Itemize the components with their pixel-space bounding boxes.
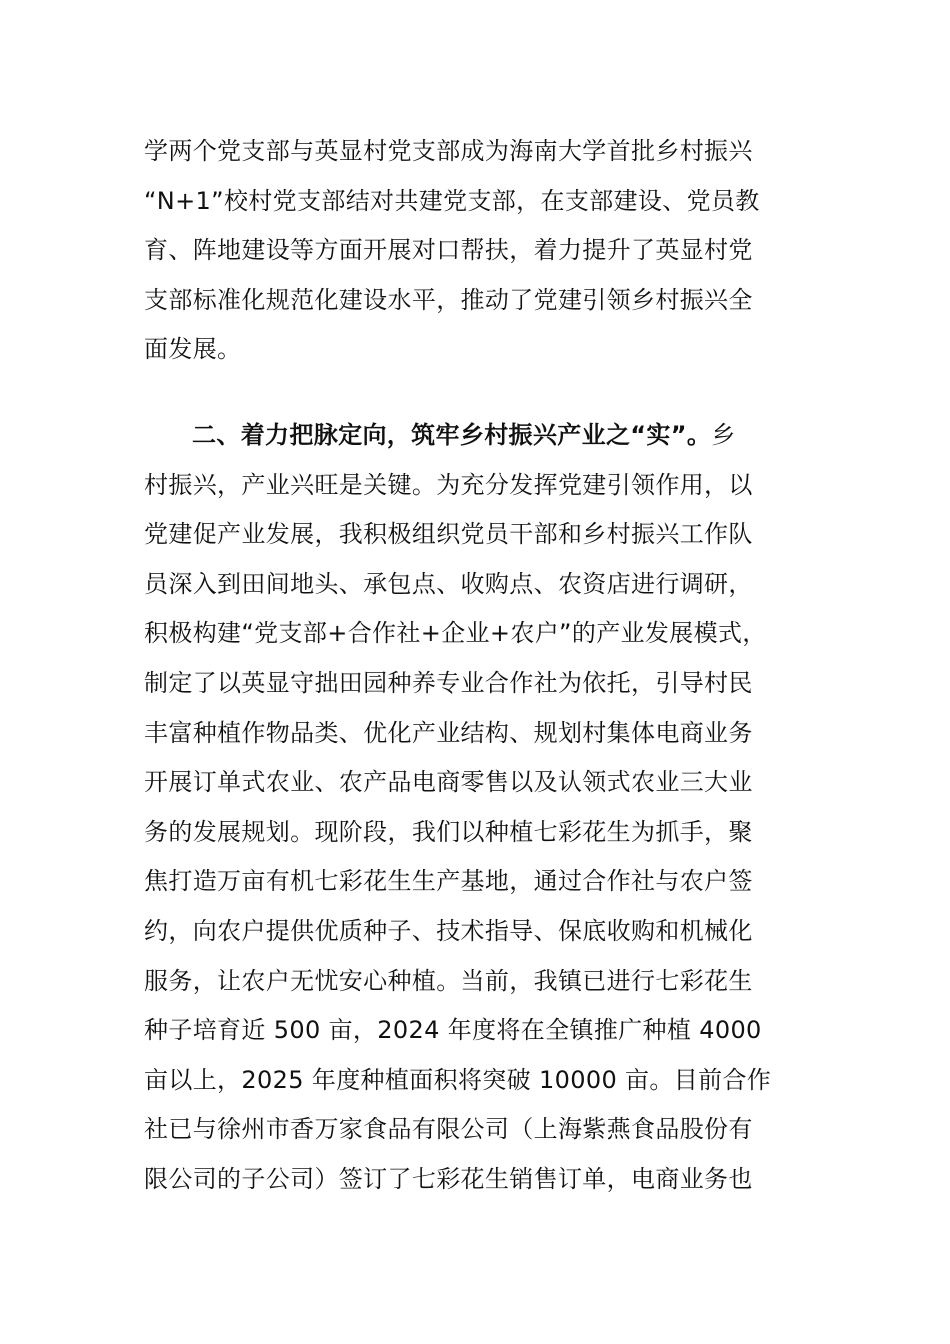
paragraph-line: 学两个党支部与英显村党支部成为海南大学首批乡村振兴 — [144, 137, 753, 165]
paragraph-line: 焦打造万亩有机七彩花生生产基地，通过合作社与农户签 — [144, 867, 753, 896]
paragraph-line: 员深入到田间地头、承包点、收购点、农资店进行调研， — [144, 569, 753, 598]
paragraph-line: 丰富种植作物品类、优化产业结构、规划村集体电商业务 — [144, 718, 753, 747]
section-heading-line — [144, 411, 844, 461]
paragraph-line: 支部标准化规范化建设水平，推动了党建引领乡村振兴全 — [144, 285, 753, 314]
paragraph-line: 限公司的子公司）签订了七彩花生销售订单，电商业务也 — [144, 1164, 753, 1193]
heading-line-rest: 乡 — [711, 421, 736, 449]
paragraph-line: 党建促产业发展，我积极组织党员干部和乡村振兴工作队 — [144, 520, 753, 549]
paragraph-line: 制定了以英显守拙田园种养专业合作社为依托，引导村民 — [144, 668, 753, 697]
paragraph-line: 积极构建“党支部+合作社+企业+农户”的产业发展模式， — [144, 619, 767, 648]
paragraph-line: 开展订单式农业、农产品电商零售以及认领式农业三大业 — [144, 768, 753, 797]
paragraph-line: 服务，让农户无忧安心种植。当前，我镇已进行七彩花生 — [144, 966, 753, 995]
paragraph-line: 育、阵地建设等方面开展对口帮扶，着力提升了英显村党 — [144, 236, 753, 265]
paragraph-continued — [144, 127, 844, 375]
paragraph-line: 务的发展规划。现阶段，我们以种植七彩花生为抓手，聚 — [144, 817, 753, 846]
paragraph-line: 面发展。 — [144, 335, 242, 364]
paragraph-line: “N+1”校村党支部结对共建党支部，在支部建设、党员教 — [144, 186, 760, 215]
paragraph-line: 种子培育近 500 亩，2024 年度将在全镇推广种植 4000 — [144, 1016, 762, 1045]
paragraph-line: 村振兴，产业兴旺是关键。为充分发挥党建引领作用，以 — [144, 470, 753, 499]
paragraph-line: 亩以上，2025 年度种植面积将突破 10000 亩。目前合作 — [144, 1065, 772, 1094]
paragraph-line: 社已与徐州市香万家食品有限公司（上海紫燕食品股份有 — [144, 1115, 753, 1144]
paragraph-line: 约，向农户提供优质种子、技术指导、保底收购和机械化 — [144, 916, 753, 945]
section-heading: 二、着力把脉定向，筑牢乡村振兴产业之“实”。 — [192, 421, 712, 449]
section-two-paragraph — [144, 411, 844, 1205]
